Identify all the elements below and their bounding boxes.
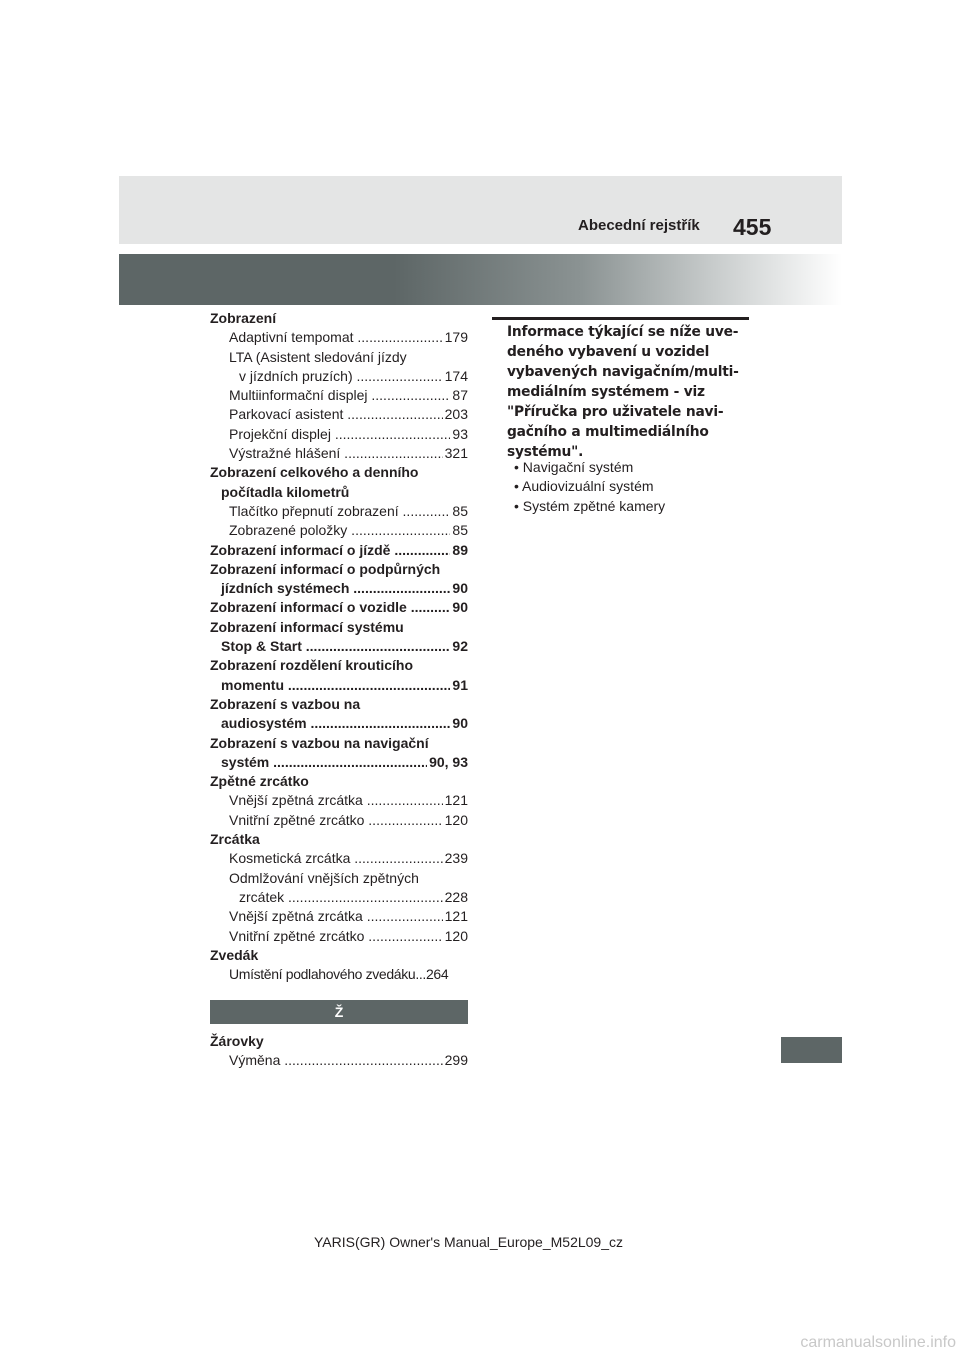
index-entry — [210, 907, 468, 926]
index-entry-page: 89 — [450, 541, 468, 560]
index-entry-text: Zobrazení informací o vozidle ..... — [210, 599, 468, 615]
index-entry — [210, 830, 468, 849]
index-entry — [210, 772, 468, 791]
index-entry-page: 179 — [443, 328, 468, 347]
index-entry-page: 120 — [443, 811, 468, 830]
note-title-line: gačního a multimediálního — [507, 424, 709, 440]
index-entry — [210, 946, 468, 965]
index-entry-text: momentu ..... — [221, 677, 468, 693]
index-entry — [210, 714, 468, 733]
index-entry — [210, 791, 468, 810]
index-entry-page: 85 — [450, 502, 468, 521]
note-list-item: • Systém zpětné kamery — [514, 497, 666, 514]
index-entry — [210, 811, 468, 830]
note-title-line: vybavených navigačním/multi- — [507, 364, 739, 380]
index-entry-page: 228 — [443, 888, 468, 907]
index-entry-text: LTA (Asistent sledování jízdy — [229, 348, 407, 365]
index-entry — [210, 676, 468, 695]
side-thumb-tab — [781, 1037, 842, 1063]
index-entry — [210, 734, 468, 753]
note-title-line: mediálním systémem - viz — [507, 384, 705, 400]
index-entry — [210, 849, 468, 868]
index-entry-page: 121 — [443, 791, 468, 810]
index-entry-text: Vnější zpětná zrcátka ..... — [229, 908, 468, 924]
index-entry-page: 299 — [443, 1051, 468, 1070]
index-entry — [210, 483, 468, 502]
index-entry — [210, 367, 468, 386]
note-list-item: • Navigační systém — [514, 459, 634, 475]
index-entry-page: 90 — [450, 714, 468, 733]
index-entry-text: Zobrazení informací o podpůrných — [210, 560, 441, 577]
index-entry — [210, 1051, 468, 1070]
index-entry-text: Zvedák — [210, 946, 259, 963]
note-list — [514, 458, 665, 516]
index-entry — [210, 386, 468, 405]
note-title-line: systému". — [507, 444, 584, 460]
index-entry — [210, 888, 468, 907]
index-entry — [210, 637, 468, 656]
index-entry — [210, 405, 468, 424]
index-entry-page: 87 — [450, 386, 468, 405]
index-entry — [210, 444, 468, 463]
index-entry-page: 121 — [443, 907, 468, 926]
index-entry-text: Zobrazení s vazbou na navigační — [210, 734, 429, 751]
index-entry-text: systém ..... — [221, 754, 468, 770]
index-entry — [210, 927, 468, 946]
index-entry-text: počítadla kilometrů — [221, 483, 350, 500]
index-entry-page: 92 — [450, 637, 468, 656]
index-entry — [210, 425, 468, 444]
index-entry — [210, 463, 468, 482]
index-entry — [210, 656, 468, 675]
index-entry-text: Vnitřní zpětné zrcátko ..... — [229, 928, 468, 944]
note-title — [507, 322, 752, 462]
index-entry-page: 90 — [450, 598, 468, 617]
index-entry-text: audiosystém ..... — [221, 715, 468, 731]
index-entry-text: Zobrazení informací systému — [210, 618, 404, 635]
index-entry-text: Multiinformační displej ..... — [229, 387, 468, 403]
index-entry-text: Zobrazené položky ..... — [229, 522, 468, 538]
index-column-left — [210, 309, 468, 984]
index-entry — [210, 521, 468, 540]
index-entry-page: 239 — [443, 849, 468, 868]
index-entry-page: 91 — [450, 676, 468, 695]
watermark: carmanualsonline.info — [800, 1334, 956, 1351]
index-entry — [210, 502, 468, 521]
index-entry — [210, 965, 468, 984]
section-letter-band: Ž — [210, 1000, 468, 1024]
header-gradient-bar — [119, 254, 842, 305]
index-entry-text: Odmlžování vnějších zpětných — [229, 869, 419, 886]
index-entry-text: zrcátek ..... — [239, 889, 468, 905]
index-entry-page: 85 — [450, 521, 468, 540]
index-entry-page: 93 — [450, 425, 468, 444]
section-title: Abecední rejstřík — [578, 217, 700, 234]
index-entry — [210, 328, 468, 347]
index-column-left-section-z — [210, 1032, 468, 1071]
index-entry — [210, 753, 468, 772]
index-entry-text: Adaptivní tempomat ..... — [229, 329, 468, 345]
index-entry — [210, 579, 468, 598]
index-entry-text: Výstražné hlášení ..... — [229, 445, 468, 461]
note-title-line: deného vybavení u vozidel — [507, 344, 710, 360]
index-entry-text: Zobrazení celkového a denního — [210, 464, 419, 481]
index-entry-text: Vnější zpětná zrcátka ..... — [229, 792, 468, 808]
note-divider — [492, 317, 749, 320]
index-entry-text: Vnitřní zpětné zrcátko ..... — [229, 812, 468, 828]
page-number: 455 — [733, 214, 772, 240]
index-entry — [210, 618, 468, 637]
index-entry-text: Zrcátka — [210, 831, 260, 848]
index-entry-page: 321 — [443, 444, 468, 463]
index-entry-text: Projekční displej ..... — [229, 426, 468, 442]
index-entry-text: Zobrazení s vazbou na — [210, 695, 361, 712]
index-entry-text: Parkovací asistent ..... — [229, 406, 468, 422]
index-entry-text: Zobrazení informací o jízdě ..... — [210, 542, 468, 558]
index-entry — [210, 348, 468, 367]
index-entry — [210, 541, 468, 560]
index-entry-text: Zpětné zrcátko — [210, 773, 309, 790]
index-entry-page: 174 — [443, 367, 468, 386]
index-entry — [210, 560, 468, 579]
index-entry — [210, 869, 468, 888]
note-title-line: Informace týkající se níže uve- — [507, 324, 739, 340]
index-entry — [210, 695, 468, 714]
index-entry-text: Stop & Start ..... — [221, 638, 468, 654]
index-entry-page: 120 — [443, 927, 468, 946]
index-entry-page: 90, 93 — [427, 753, 468, 772]
footer-text: YARIS(GR) Owner's Manual_Europe_M52L09_cz — [314, 1234, 623, 1250]
index-entry-text: Zobrazení — [210, 310, 277, 326]
index-entry-text: Tlačítko přepnutí zobrazení ..... — [229, 503, 468, 519]
note-title-line: "Příručka pro uživatele navi- — [507, 404, 724, 420]
index-entry-page: 203 — [443, 405, 468, 424]
index-entry-text: v jízdních pruzích) ..... — [239, 368, 468, 384]
index-entry-text: Umístění podlahového zvedáku...264 — [229, 966, 449, 983]
note-list-item: • Audiovizuální systém — [514, 478, 654, 495]
index-entry-page: 90 — [450, 579, 468, 598]
index-entry — [210, 598, 468, 617]
index-entry-text: Kosmetická zrcátka ..... — [229, 850, 468, 866]
index-entry-text: Výměna ..... — [229, 1052, 468, 1068]
index-entry — [210, 309, 468, 328]
index-entry-text: Žárovky — [210, 1033, 264, 1049]
index-entry — [210, 1032, 468, 1051]
index-entry-text: jízdních systémech ..... — [221, 580, 468, 596]
index-entry-text: Zobrazení rozdělení krouticího — [210, 657, 414, 674]
